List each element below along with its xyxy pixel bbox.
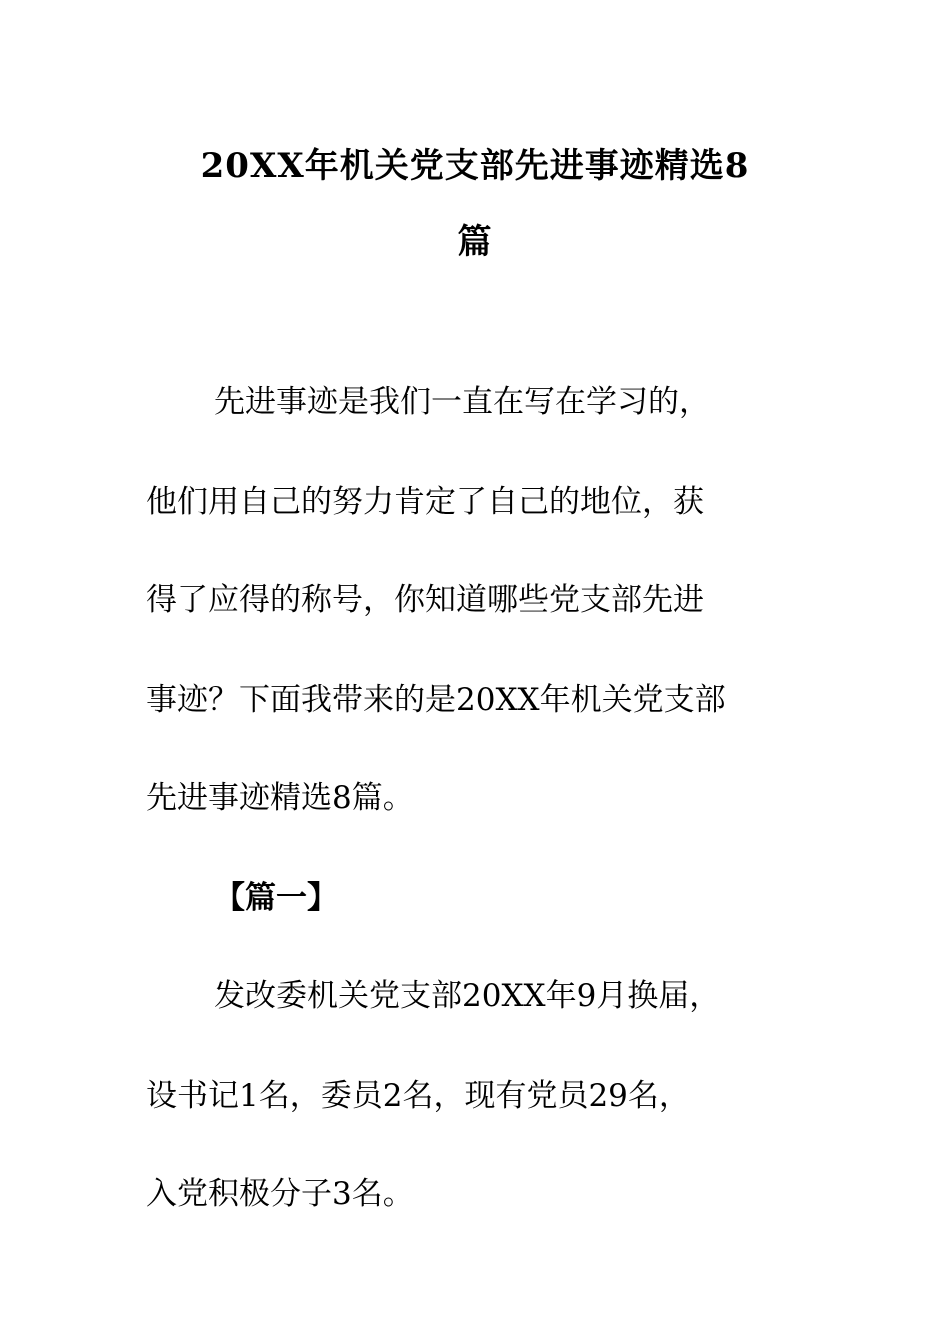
- title-line-1: 20XX年机关党支部先进事迹精选8: [200, 146, 750, 186]
- title-line-2: 篇: [457, 222, 493, 262]
- document-title: [140, 128, 810, 280]
- paragraph-line: 发改委机关党支部20XX年9月换届，: [214, 978, 721, 1014]
- paragraph-line: 设书记1名，委员2名，现有党员29名，: [146, 1078, 690, 1114]
- paragraph-line: 先进事迹是我们一直在写在学习的，: [214, 384, 710, 420]
- paragraph-line: 得了应得的称号，你知道哪些党支部先进: [146, 582, 704, 618]
- paragraph-line: 入党积极分子3名。: [146, 1176, 414, 1212]
- paragraph-line: 他们用自己的努力肯定了自己的地位，获: [146, 484, 704, 520]
- paragraph-line: 事迹？下面我带来的是20XX年机关党支部: [146, 682, 726, 718]
- section-heading: 【篇一】: [214, 880, 338, 916]
- paragraph-line: 先进事迹精选8篇。: [146, 780, 414, 816]
